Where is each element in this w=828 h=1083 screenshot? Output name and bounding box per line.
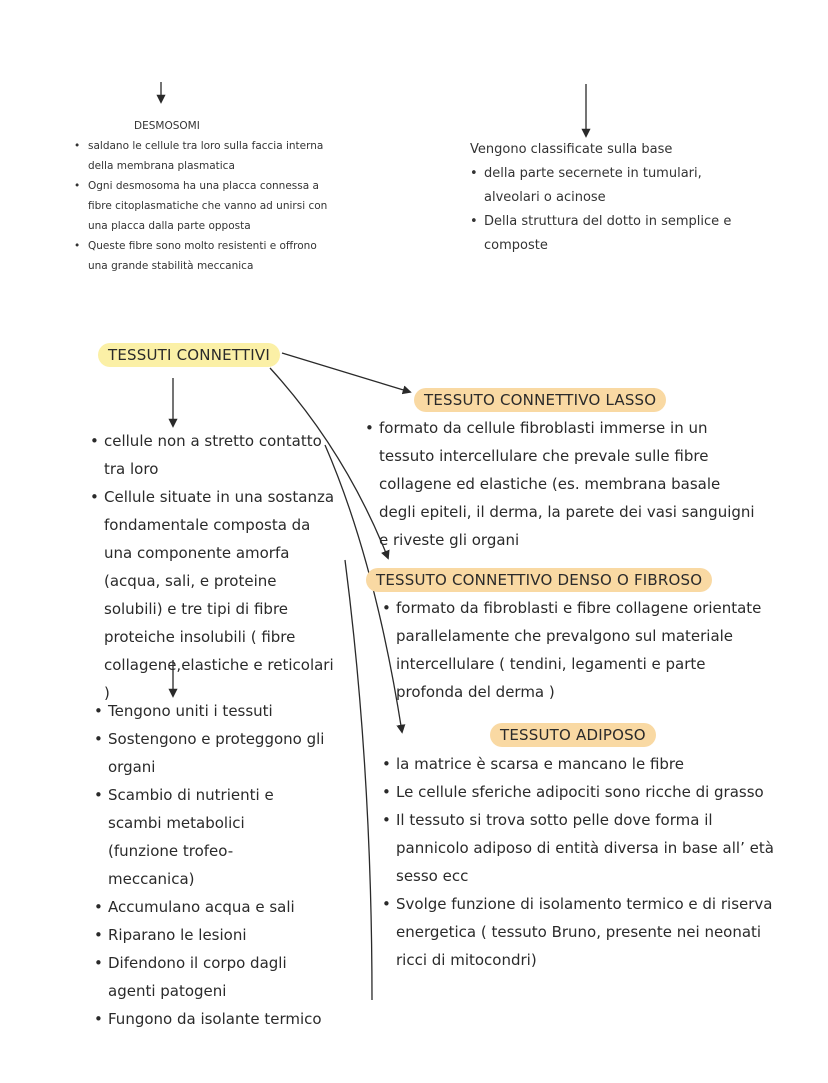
ghiandole-list bbox=[470, 162, 744, 258]
list-item: • Tengono uniti i tessuti bbox=[94, 702, 273, 720]
connettivi-title: TESSUTI CONNETTIVI bbox=[98, 343, 280, 367]
list-item: • formato da cellule fibroblasti immerse in un tessuto intercellulare che prevale sulle fibre collagene ed elastiche (es. membrana basale degli epiteli, il derma, la parete dei vasi sanguigni e riveste gli organi bbox=[365, 419, 755, 549]
ghiandole-intro: Vengono classificate sulla base bbox=[470, 142, 673, 157]
list-item: • della parte secernete in tumulari, alveolari o acinose bbox=[470, 166, 702, 205]
lasso-list bbox=[365, 414, 759, 554]
list-item: • Il tessuto si trova sotto pelle dove forma il pannicolo adiposo di entità diversa in base all’ età sesso ecc bbox=[382, 811, 774, 885]
list-item: • Scambio di nutrienti e scambi metabolici (funzione trofeo-meccanica) bbox=[94, 786, 274, 888]
list-item: • Riparano le lesioni bbox=[94, 926, 247, 944]
list-item: • Difendono il corpo dagli agenti patogeni bbox=[94, 954, 287, 1000]
list-item: • Le cellule sferiche adipociti sono ricche di grasso bbox=[382, 783, 764, 801]
adiposo-title: TESSUTO ADIPOSO bbox=[490, 723, 656, 747]
desmosomi-title: DESMOSOMI bbox=[134, 120, 200, 132]
desmosomi-list bbox=[74, 136, 338, 276]
list-item: • Queste fibre sono molto resistenti e offrono una grande stabilità meccanica bbox=[74, 240, 317, 272]
list-item: • Accumulano acqua e sali bbox=[94, 898, 295, 916]
adiposo-list bbox=[382, 750, 776, 974]
list-item: • la matrice è scarsa e mancano le fibre bbox=[382, 755, 684, 773]
list-item: • Fungono da isolante termico bbox=[94, 1010, 322, 1028]
list-item: • cellule non a stretto contatto tra loro bbox=[90, 432, 322, 478]
connettivi-functions bbox=[94, 697, 358, 1033]
list-item: • Sostengono e proteggono gli organi bbox=[94, 730, 325, 776]
arrow-to-lasso bbox=[282, 353, 410, 392]
denso-list bbox=[382, 594, 766, 706]
list-item: • Svolge funzione di isolamento termico e di riserva energetica ( tessuto Bruno, presente nei neonati ricci di mitocondri) bbox=[382, 895, 773, 969]
denso-title: TESSUTO CONNETTIVO DENSO O FIBROSO bbox=[366, 568, 712, 592]
lasso-title: TESSUTO CONNETTIVO LASSO bbox=[414, 388, 666, 412]
list-item: • Ogni desmosoma ha una placca connessa a fibre citoplasmatiche che vanno ad unirsi con una placca dalla parte opposta bbox=[74, 180, 328, 232]
list-item: • Della struttura del dotto in semplice e composte bbox=[470, 214, 732, 253]
connettivi-features bbox=[90, 427, 336, 707]
list-item: • formato da fibroblasti e fibre collagene orientate parallelamente che prevalgono sul materiale intercellulare ( tendini, legamenti e parte profonda del derma ) bbox=[382, 599, 762, 701]
list-item: • saldano le cellule tra loro sulla faccia interna della membrana plasmatica bbox=[74, 140, 324, 172]
list-item: • Cellule situate in una sostanza fondamentale composta da una componente amorfa (acqua, sali, e proteine solubili) e tre tipi di fibre proteiche insolubili ( fibre collagene,elastiche e reticolari ) bbox=[90, 488, 335, 702]
